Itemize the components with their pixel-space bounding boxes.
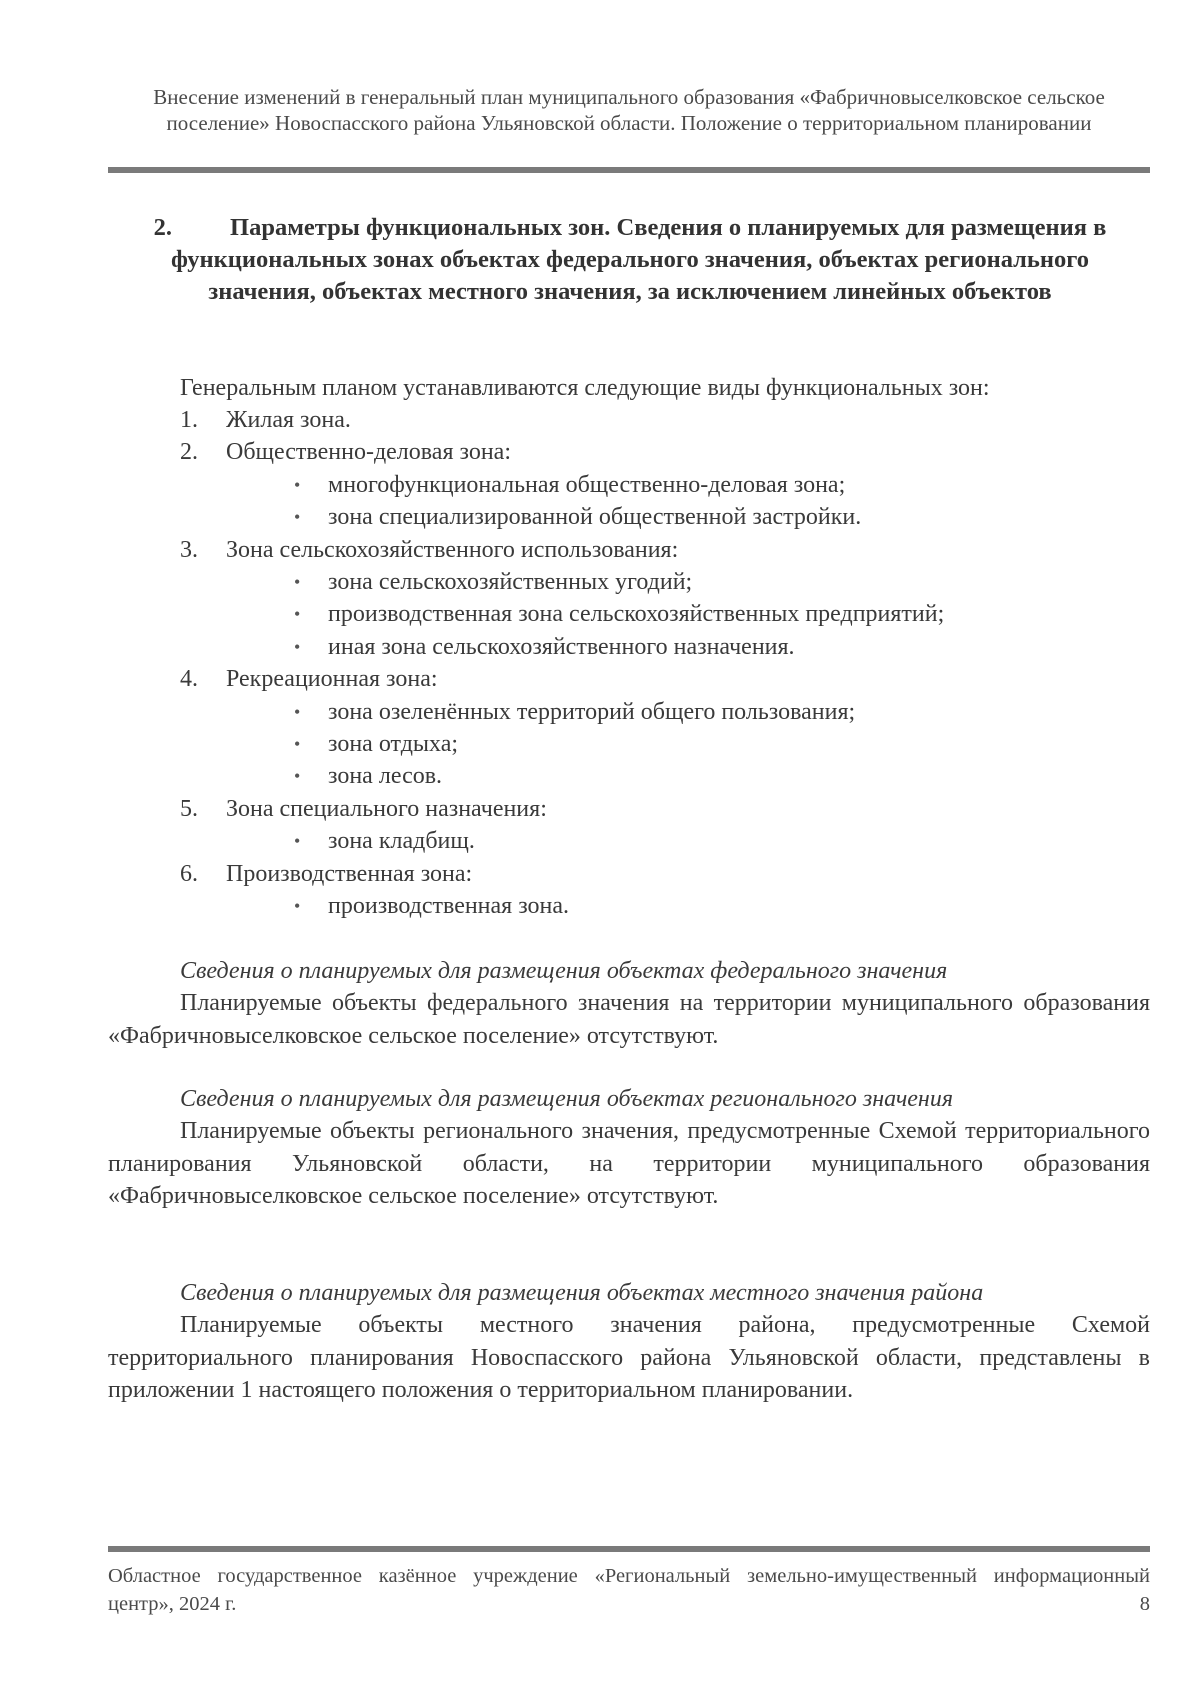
section-number: 2. [153, 214, 173, 241]
subzone-list [180, 890, 944, 922]
subzone-item [180, 825, 944, 857]
subzone-item [180, 598, 944, 630]
zone-label: Жилая зона. [226, 407, 351, 433]
subzone-label: зона сельскохозяйственных угодий; [328, 569, 693, 596]
subzone-item [180, 890, 944, 922]
zone-number: 3. [180, 536, 198, 563]
header-divider [108, 167, 1150, 173]
zone-label: Общественно-деловая зона: [226, 439, 511, 466]
zone-item [180, 534, 944, 664]
subzone-item [180, 566, 944, 598]
bullet-icon: • [294, 572, 301, 593]
local-objects-title: Сведения о планируемых для размещения объектах местного значения района [180, 1280, 984, 1306]
subzone-item [180, 760, 944, 792]
subzone-item [180, 631, 944, 663]
regional-objects-title: Сведения о планируемых для размещения объектах регионального значения [180, 1086, 953, 1112]
zone-item [180, 858, 944, 923]
subzone-label: производственная зона сельскохозяйственных предприятий; [328, 601, 945, 628]
local-objects-text: Планируемые объекты местного значения района, предусмотренные Схемой территориального планирования Новоспасского района Ульяновской области, представлены в приложении 1 настоящего положения о территориальном планировании. [108, 1312, 1150, 1404]
zone-number: 1. [180, 407, 198, 433]
zone-number: 5. [180, 795, 198, 822]
bullet-icon: • [294, 896, 301, 917]
footer-divider [108, 1546, 1150, 1552]
bullet-icon: • [294, 734, 301, 755]
subzone-list [180, 566, 944, 663]
subzone-item [180, 501, 944, 533]
section-heading [140, 212, 1120, 308]
subzone-label: зона специализированной общественной застройки. [328, 504, 862, 531]
bullet-icon: • [294, 766, 301, 787]
subzone-list [180, 696, 944, 793]
zone-item [180, 404, 944, 436]
federal-objects-text: Планируемые объекты федерального значения на территории муниципального образования «Фабричновыселковское сельское поселение» отсутствуют. [108, 990, 1150, 1049]
subzone-item [180, 469, 944, 501]
bullet-icon: • [294, 604, 301, 625]
zone-label: Производственная зона: [226, 860, 473, 887]
zone-item [180, 793, 944, 858]
section-heading-text: Параметры функциональных зон. Сведения о планируемых для размещения в функциональных зонах объектах федерального значения, объектах регионального значения, объектах местного значения, за исключением линейных объектов [170, 214, 1107, 305]
subzone-label: зона отдыха; [328, 731, 459, 758]
zone-item [180, 663, 944, 793]
zone-item [180, 436, 944, 533]
header-title: Внесение изменений в генеральный план муниципального образования «Фабричновыселковское сельское поселение» Новоспасского района Ульяновской области. Положение о территориальном планировании [153, 85, 1105, 135]
bullet-icon: • [294, 507, 301, 528]
document-footer [108, 1562, 1150, 1618]
subzone-list [180, 469, 944, 534]
subzone-item [180, 728, 944, 760]
zone-label: Зона специального назначения: [226, 795, 547, 822]
subzone-list [180, 825, 944, 857]
subzone-label: зона лесов. [328, 763, 443, 790]
subzone-label: иная зона сельскохозяйственного назначения. [328, 633, 795, 660]
subzone-label: многофункциональная общественно-деловая зона; [328, 471, 846, 498]
zone-label: Зона сельскохозяйственного использования: [226, 536, 679, 563]
page-number: 8 [1139, 1593, 1150, 1615]
bullet-icon: • [294, 831, 301, 852]
regional-objects-section [108, 1083, 1150, 1213]
zone-label: Рекреационная зона: [226, 666, 438, 693]
regional-objects-text: Планируемые объекты регионального значения, предусмотренные Схемой территориального планирования Ульяновской области, на территории муниципального образования «Фабричновыселковское сельское поселение» отсутствуют. [108, 1118, 1150, 1210]
subzone-item [180, 696, 944, 728]
subzone-label: зона кладбищ. [328, 828, 475, 855]
local-objects-section [108, 1277, 1150, 1407]
federal-objects-title: Сведения о планируемых для размещения объектах федерального значения [180, 958, 948, 984]
document-header [108, 84, 1150, 136]
footer-text: Областное государственное казённое учреждение «Региональный земельно-имущественный информационный центр», 2024 г. [108, 1565, 1150, 1615]
subzone-label: производственная зона. [328, 893, 570, 920]
bullet-icon: • [294, 701, 301, 722]
zone-number: 4. [180, 666, 198, 693]
zone-number: 2. [180, 439, 198, 466]
zones-list [180, 404, 944, 923]
zones-intro: Генеральным планом устанавливаются следующие виды функциональных зон: [180, 375, 990, 401]
bullet-icon: • [294, 636, 301, 657]
zone-number: 6. [180, 860, 198, 887]
subzone-label: зона озеленённых территорий общего пользования; [328, 698, 856, 725]
bullet-icon: • [294, 474, 301, 495]
federal-objects-section [108, 955, 1150, 1052]
